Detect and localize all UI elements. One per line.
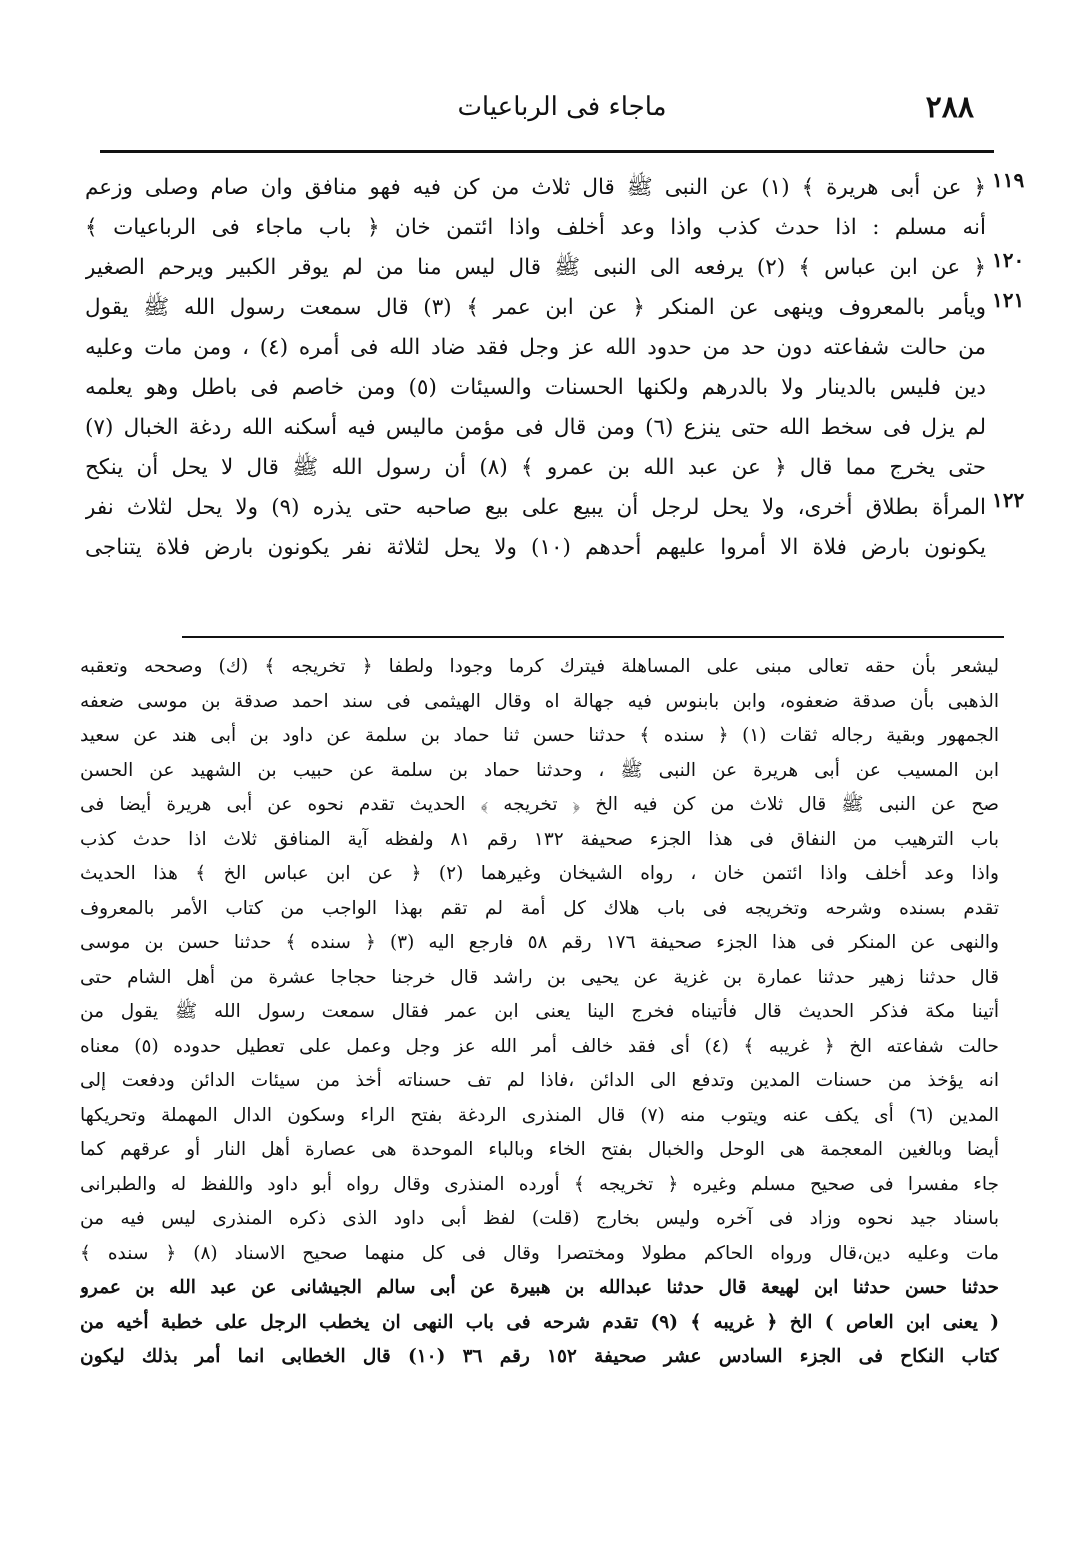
running-title: ماجاء فى الرباعيات [457, 92, 667, 122]
main-text-line: من حالت شفاعته دون حد من حدود الله عز وجل فقد ضاد الله فى أمره (٤) ، ومن مات وعليه [85, 335, 986, 360]
main-text [85, 168, 986, 568]
footnote-line: ليشعر بأن حقه تعالى مبنى على المساهلة فيترك كرما وجودا ولطفا ﴿ تخريجه ﴾ (ك) وصححه وتعقبه [80, 656, 999, 677]
footnotes [80, 650, 999, 1375]
main-text-line: ﴿ عن أبى هريرة ﴾ (١) عن النبى ﷺ قال ثلاث من كن فيه فهو منافق وان صام وصلى وزعم [85, 175, 986, 200]
footnote-line: قال حدثنا زهير حدثنا عمارة بن غزية عن يحيى بن راشد قال خرجنا حجاجا عشرة من أهل الشام حتى [80, 966, 999, 988]
footnote-rule [182, 636, 1004, 638]
footnote-line: الجمهور وبقية رجاله ثقات (١) ﴿ سنده ﴾ حدثنا حسن ثنا حماد بن سلمة عن داود بن أبى هند عن سعيد [80, 725, 999, 746]
footnote-line: حالت شفاعته الخ ﴿ غريبه ﴾ (٤) أى فقد خالف أمر الله عز وجل وعمل على تعطيل حدوده (٥) معناه [80, 1035, 999, 1057]
footnote-line: باسناد جيد نحوه وزاد فى آخره وليس بخارج (قلت) لفظ أبى داود الذى ذكره المنذرى ليس فيه من [80, 1208, 999, 1229]
footnote-line: جاء مفسرا فى صحيح مسلم وغيره ﴿ تخريجه ﴾ أورده المنذرى وقال رواه أبو داود واللفظ له والطبرانى [80, 1173, 999, 1195]
footnote-line: أيضا وبالغين المعجمة هى الوحل والخبال بفتح الخاء وبالباء الموحدة هى عصارة أهل النار أو عرقهم كما [80, 1139, 999, 1160]
footnote-line: والنهى عن المنكر فى هذا الجزء صحيفة ١٧٦ رقم ٥٨ فارجع اليه (٣) ﴿ سنده ﴾ حدثنا حسن بن موسى [80, 932, 999, 953]
footnote-line: واذا وعد أخلف واذا ائتمن خان ، رواه الشيخان وغيرهما (٢) ﴿ عن ابن عباس الخ ﴾ هذا الحديث [80, 863, 999, 884]
footnote-line: كتاب النكاح فى الجزء السادس عشر صحيفة ١٥٢ رقم ٣٦ (١٠) قال الخطابى انما أمر بذلك ليكون [80, 1346, 999, 1367]
main-text-line: لم يزل فى سخط الله حتى ينزع (٦) ومن قال فى مؤمن ماليس فيه أسكنه الله ردغة الخبال (٧) [85, 415, 986, 440]
footnote-line: ( يعنى ابن العاص ) الخ ﴿ غريبه ﴾ (٩) تقدم شرحه فى باب النهى ان يخطب الرجل على خطبة أخيه من [80, 1311, 999, 1333]
footnote-line: مات وعليه دين،قال ورواه الحاكم مطولا ومختصرا وقال فى كل منهما صحيح الاسناد (٨) ﴿ سنده ﴾ [80, 1242, 999, 1264]
footnote-line: صح عن النبى ﷺ قال ثلاث من كن فيه الخ ﴿ تخريجه ﴾ الحديث تقدم نحوه عن أبى هريرة أيضا فى [80, 794, 999, 815]
footnote-line: تقدم بسنده وشرحه وتخريجه فى باب هلاك كل أمة لم تقم بهذا الواجب من كتاب الأمر بالمعروف [80, 897, 999, 919]
main-text-line: ويأمر بالمعروف وينهى عن المنكر ﴿ عن ابن عمر ﴾ (٣) قال سمعت رسول الله ﷺ يقول [85, 295, 986, 320]
footnote-line: ابن المسيب عن أبى هريرة عن النبى ﷺ ، وحدثنا حماد بن سلمة عن حبيب بن الشهيد عن الحسن [80, 759, 999, 781]
footnote-line: حدثنا حسن حدثنا ابن لهيعة قال حدثنا عبدالله بن هبيرة عن أبى سالم الجيشانى عن عبد الله بن عمرو [80, 1277, 999, 1298]
hadith-number: ١١٩ [992, 168, 1025, 192]
main-text-line: دين فليس بالدينار ولا بالدرهم ولكنها الحسنات والسيئات (٥) ومن خاصم فى باطل وهو يعلمه [85, 375, 986, 400]
main-text-line: أنه مسلم : اذا حدث كذب واذا وعد أخلف واذا ائتمن خان ﴿ باب ماجاء فى الرباعيات ﴾ [85, 215, 986, 240]
main-text-line: حتى يخرج مما قال ﴿ عن عبد الله بن عمرو ﴾ (٨) أن رسول الله ﷺ قال لا يحل أن ينكح [85, 455, 986, 480]
page-number: ٢٨٨ [925, 90, 974, 125]
main-text-line: يكونون بارض فلاة الا أمروا عليهم أحدهم (١٠) ولا يحل لثلاثة نفر يكونون بارض فلاة يتناجى [85, 535, 986, 560]
main-text-line: ﴿ عن ابن عباس ﴾ (٢) يرفعه الى النبى ﷺ قال ليس منا من لم يوقر الكبير ويرحم الصغير [85, 255, 986, 280]
footnote-line: أتينا مكة فذكر الحديث قال فأتيناه فخرج الينا يعنى ابن عمر فقال سمعت رسول الله ﷺ يقول من [80, 1001, 999, 1022]
page-header [150, 90, 974, 130]
footnote-line: الذهبى بأن صدقة ضعفوه، وابن بابنوس فيه جهالة اه وقال الهيثمى فى سند احمد صدقة بن موسى ضعفه [80, 690, 999, 712]
footnote-line: انه يؤخذ من حسنات المدين وتدفع الى الدائن ،فاذا لم تف حسناته أخذ من سيئات الدائن ودفعت إلى [80, 1070, 999, 1091]
hadith-number: ١٢٠ [992, 248, 1025, 272]
footnote-line: المدين (٦) أى يكف عنه ويتوب منه (٧) قال المنذرى الردغة بفتح الراء وسكون الدال المهملة وتحريكها [80, 1104, 999, 1126]
hadith-number: ١٢٢ [992, 488, 1025, 512]
header-rule [100, 150, 994, 153]
footnote-line: باب الترهيب من النفاق فى هذا الجزء صحيفة ١٣٢ رقم ٨١ ولفظه آية المنافق ثلاث اذا حدث كذب [80, 828, 999, 850]
main-text-line: المرأة بطلاق أخرى، ولا يحل لرجل أن يبيع على بيع صاحبه حتى يذره (٩) ولا يحل لثلاث نفر [85, 495, 986, 520]
hadith-number: ١٢١ [992, 288, 1025, 312]
